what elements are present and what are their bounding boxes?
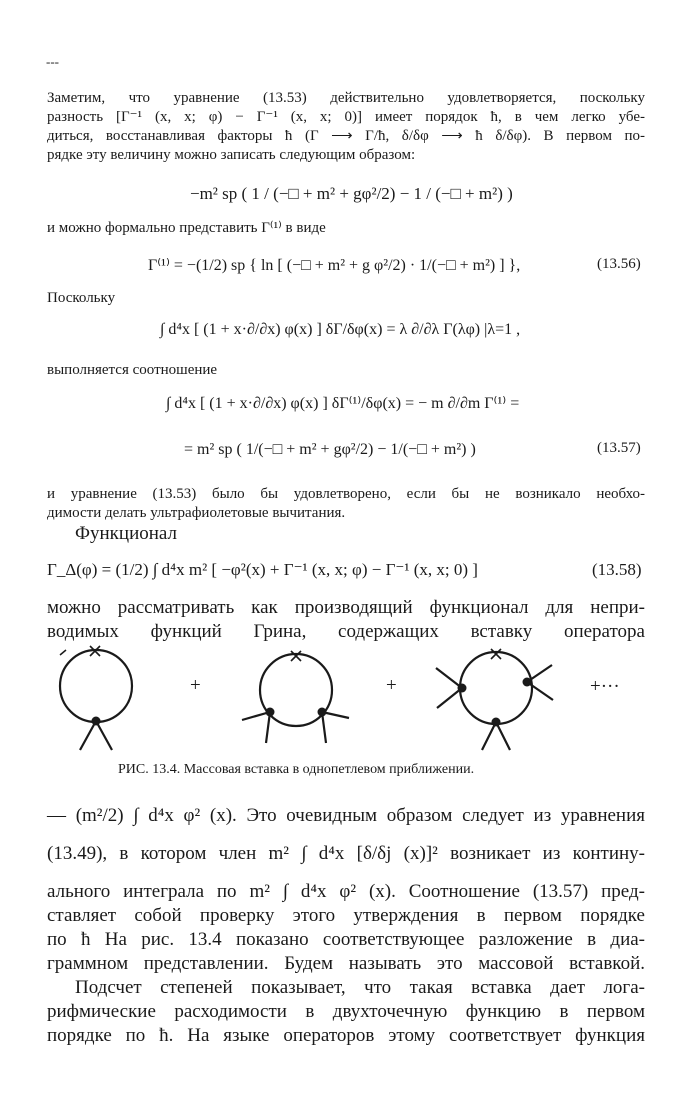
- equation-13-57-number: (13.57): [597, 440, 641, 456]
- line-since: Поскольку: [47, 290, 116, 306]
- diagram-3: [436, 649, 553, 750]
- equation-b: ∫ d⁴x [ (1 + x·∂/∂x) φ(x) ] δΓ/δφ(x) = λ ∂/∂λ Γ(λφ) |λ=1 ,: [160, 321, 521, 338]
- para2-line-1: и уравнение (13.53) было бы удовлетворено, если бы не возникало необхо-: [47, 486, 645, 502]
- para4-line-4: ставляет собой проверку этого утверждения в первом порядке: [47, 905, 645, 926]
- diagram-2: [242, 651, 349, 743]
- para3-line-2: водимых функций Грина, содержащих вставку оператора: [47, 621, 645, 642]
- vertex-dot: [458, 684, 467, 693]
- vertex-dot: [266, 708, 275, 717]
- para5-line-1: Подсчет степеней показывает, что такая вставка дает лога-: [75, 977, 645, 998]
- equation-a: −m² sp ( 1 / (−□ + m² + gφ²/2) − 1 / (−□ + m²) ): [190, 184, 513, 203]
- para1-line-2: разность [Γ⁻¹ (x, x; φ) − Γ⁻¹ (x, x; 0)] имеет порядок ħ, в чем легко убе-: [47, 109, 645, 125]
- para4-line-5: по ħ На рис. 13.4 показано соответствующее разложение в диа-: [47, 929, 645, 950]
- header-mark: ---: [46, 54, 59, 69]
- figure-caption: РИС. 13.4. Массовая вставка в однопетлевом приближении.: [118, 762, 475, 777]
- para1-line-4: рядке эту величину можно записать следующим образом:: [47, 147, 416, 163]
- figure-plus-1: +: [190, 675, 201, 696]
- functional-word: Функционал: [75, 523, 177, 544]
- diagram-1: [60, 646, 132, 750]
- equation-13-58-number: (13.58): [592, 560, 642, 579]
- para4-line-3: ального интеграла по m² ∫ d⁴x φ² (x). Соотношение (13.57) пред-: [47, 881, 645, 902]
- equation-13-57-line-1: ∫ d⁴x [ (1 + x·∂/∂x) φ(x) ] δΓ⁽¹⁾/δφ(x) = − m ∂/∂m Γ⁽¹⁾ =: [166, 395, 520, 412]
- equation-13-58: Γ_Δ(φ) = (1/2) ∫ d⁴x m² [ −φ²(x) + Γ⁻¹ (x, x; φ) − Γ⁻¹ (x, x; 0) ]: [47, 560, 478, 579]
- para5-line-2: рифмические расходимости в двухточечную функцию в первом: [47, 1001, 645, 1022]
- para4-line-6: граммном представлении. Будем называть это массовой вставкой.: [47, 953, 645, 974]
- vertex-dot: [318, 708, 327, 717]
- para1-line-1: Заметим, что уравнение (13.53) действительно удовлетворяется, поскольку: [47, 90, 645, 106]
- line-formal: и можно формально представить Γ⁽¹⁾ в виде: [47, 220, 326, 236]
- para3-line-1: можно рассматривать как производящий функционал для непри-: [47, 597, 645, 618]
- vertex-dot: [523, 678, 532, 687]
- line-holds: выполняется соотношение: [47, 362, 218, 378]
- equation-13-56: Γ⁽¹⁾ = −(1/2) sp { ln [ (−□ + m² + g φ²/2) · 1/(−□ + m²) ] },: [148, 257, 521, 274]
- para2-line-2: димости делать ультрафиолетовые вычитания.: [47, 505, 346, 521]
- figure-plus-2: +: [386, 675, 397, 696]
- cross-mark-icon: [291, 651, 301, 661]
- vertex-dot: [92, 717, 101, 726]
- vertex-dot: [492, 718, 501, 727]
- para1-line-3: диться, восстанавливая факторы ħ (Γ ⟶ Γ/ħ, δ/δφ ⟶ ħ δ/δφ). В первом по-: [47, 128, 645, 144]
- para4-line-2: (13.49), в котором член m² ∫ d⁴x [δ/δj (x)]² возникает из контину-: [47, 843, 645, 864]
- equation-13-56-number: (13.56): [597, 256, 641, 272]
- para5-line-3: порядке по ħ. На языке операторов этому соответствует функция: [47, 1025, 645, 1046]
- cross-mark-icon: [491, 649, 501, 659]
- para4-line-1: — (m²/2) ∫ d⁴x φ² (x). Это очевидным образом следует из уравнения: [47, 805, 645, 826]
- figure-plus-3: +···: [590, 676, 620, 697]
- equation-13-57-line-2: = m² sp ( 1/(−□ + m² + gφ²/2) − 1/(−□ + m²) ): [184, 441, 476, 458]
